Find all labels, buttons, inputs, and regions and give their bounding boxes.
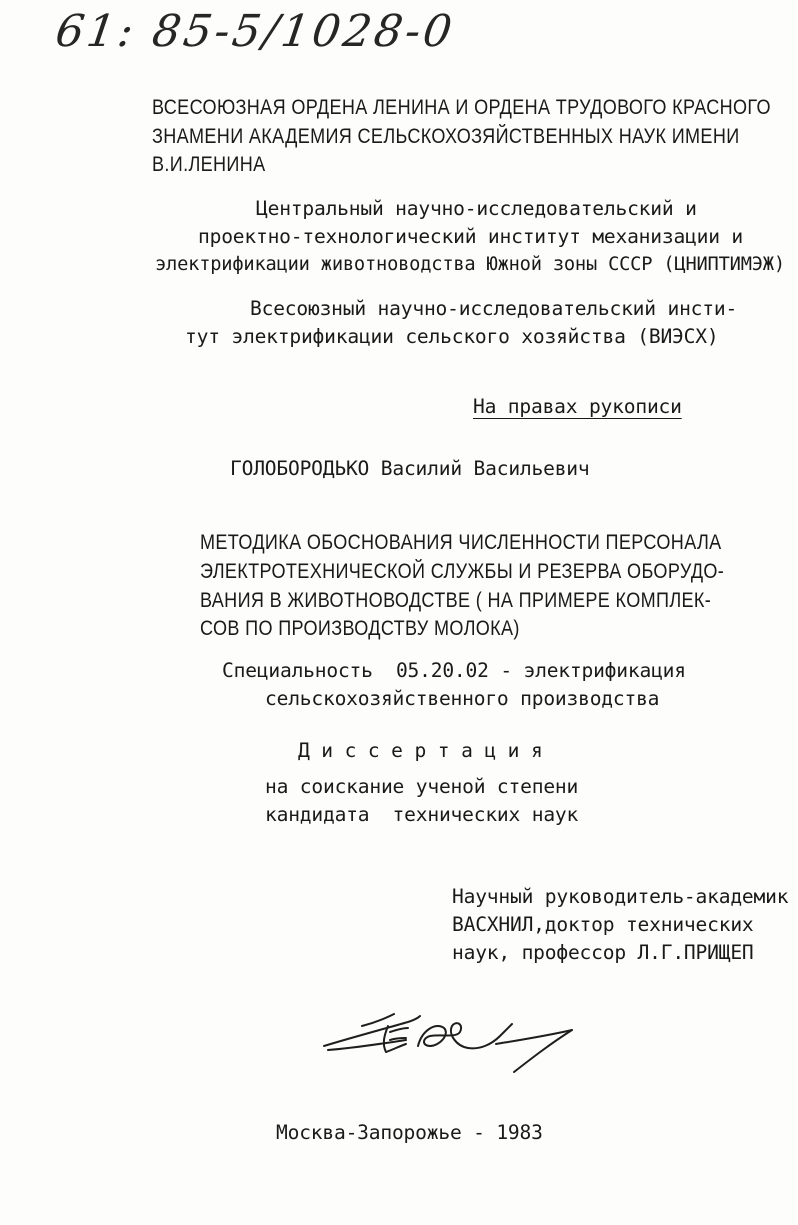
academy-line-1: ВСЕСОЮЗНАЯ ОРДЕНА ЛЕНИНА И ОРДЕНА ТРУДОВОГО КРАСНОГО [152,96,771,119]
institute1-line-2: проектно-технологический институт механизации и [198,225,744,248]
author-name: ГОЛОБОРОДЬКО Василий Васильевич [230,457,590,480]
institute1-line-3: электрификации животноводства Южной зоны СССР (ЦНИПТИМЭЖ) [155,254,785,275]
supervisor-line-2: ВАСХНИЛ,доктор технических [452,913,754,936]
title-line-3: ВАНИЯ В ЖИВОТНОВОДСТВЕ ( НА ПРИМЕРЕ КОМПЛЕК- [200,589,712,612]
handwritten-archive-code: 61: 85-5/1028-0 [52,6,458,57]
specialty-line-2: сельскохозяйственного производства [265,687,660,710]
dissertation-heading: Диссертация [298,739,555,762]
manuscript-rights: На правах рукописи [473,395,682,418]
academy-line-3: В.И.ЛЕНИНА [152,153,266,176]
supervisor-line-3: наук, профессор Л.Г.ПРИЩЕП [452,941,754,964]
signature-image [310,1000,590,1090]
title-line-1: МЕТОДИКА ОБОСНОВАНИЯ ЧИСЛЕННОСТИ ПЕРСОНАЛА [200,531,722,554]
institute2-line-1: Всесоюзный научно-исследовательский инсти- [250,297,738,320]
title-line-4: СОВ ПО ПРОИЗВОДСТВУ МОЛОКА) [200,617,520,640]
title-line-2: ЭЛЕКТРОТЕХНИЧЕСКОЙ СЛУЖБЫ И РЕЗЕРВА ОБОРУДО- [200,560,725,583]
supervisor-line-1: Научный руководитель-академик [452,885,789,908]
institute2-line-2: тут электрификации сельского хозяйства (ВИЭСХ) [185,325,719,348]
place-year: Москва-Запорожье - 1983 [276,1121,543,1144]
dissertation-line-1: на соискание ученой степени [265,775,579,798]
academy-line-2: ЗНАМЕНИ АКАДЕМИЯ СЕЛЬСКОХОЗЯЙСТВЕННЫХ НАУК ИМЕНИ [152,125,740,148]
institute1-line-1: Центральный научно-исследовательский и [256,197,697,220]
specialty-line-1: Специальность 05.20.02 - электрификация [222,659,686,682]
dissertation-line-2: кандидата технических наук [265,803,579,826]
